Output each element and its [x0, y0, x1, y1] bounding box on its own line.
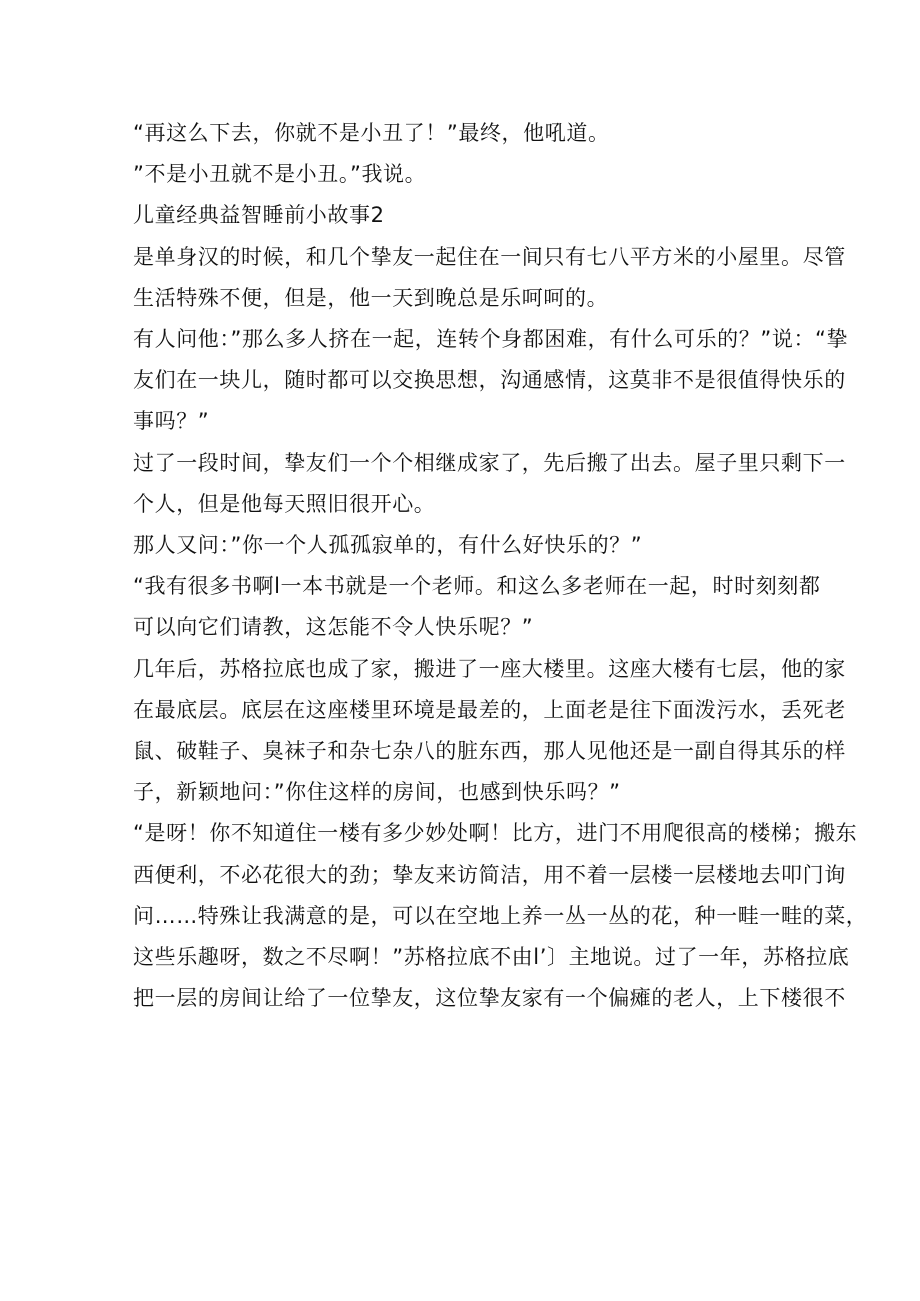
text-line: 这些乐趣呀，数之不尽啊！”苏格拉底不由l’〕主地说。过了一年，苏格拉底 [133, 945, 850, 970]
text-line: 可以向它们请教，这怎能不令人快乐呢？” [133, 615, 534, 640]
text-line: 西便利，不必花很大的劲；挚友来访简洁，用不着一层楼一层楼地去叩门询 [133, 862, 846, 887]
text-line: 问……特殊让我满意的是，可以在空地上养一丛一丛的花，种一畦一畦的菜， [133, 903, 868, 928]
text-line: 是单身汉的时候，和几个挚友一起住在一间只有七八平方米的小屋里。尽管 [133, 244, 846, 269]
text-line: 个人，但是他每天照旧很开心。 [133, 491, 436, 516]
text-line: 友们在一块儿，随时都可以交换思想，沟通感情，这莫非不是很值得快乐的 [133, 368, 846, 393]
text-line: 生活特殊不便，但是，他一天到晚总是乐呵呵的。 [133, 285, 609, 310]
paragraph-question-two [133, 525, 793, 566]
text-line: “是呀！你不知道住一楼有多少妙处啊！比方，进门不用爬很高的楼梯；搬东 [133, 821, 858, 846]
paragraph-books [133, 566, 821, 648]
paragraph-friends-leave [133, 443, 846, 525]
text-line: “我有很多书啊l一本书就是一个老师。和这么多老师在一起，时时刻刻都 [133, 574, 821, 599]
document-body [133, 113, 868, 1019]
text-line: “再这么下去，你就不是小丑了！”最终，他吼道。 [133, 121, 610, 145]
paragraph-building [133, 649, 846, 814]
paragraph-small-room [133, 237, 846, 319]
paragraph-clown-shout [133, 113, 793, 154]
text-line: 有人问他：”那么多人挤在一起，连转个身都困难，有什么可乐的？”说：“挚 [133, 327, 849, 352]
paragraph-first-floor [133, 813, 868, 1019]
paragraph-question-one [133, 319, 849, 443]
text-line: 那人又问：”你一个人孤孤寂单的，有什么好快乐的？” [133, 533, 643, 558]
text-line: 把一层的房间让给了一位挚友，这位挚友家有一个偏瘫的老人，上下楼很不 [133, 986, 846, 1011]
text-line: 鼠、破鞋子、臭袜子和杂七杂八的脏东西，那人见他还是一副自得其乐的样 [133, 739, 846, 764]
text-line: ”不是小丑就不是小丑。”我说。 [133, 162, 427, 187]
text-line: 子，新颖地问：”你住这样的房间，也感到快乐吗？” [133, 780, 621, 805]
story-title: 儿童经典益智睡前小故事2 [133, 203, 385, 228]
text-line: 在最底层。底层在这座楼里环境是最差的，上面老是往下面泼污水，丢死老 [133, 697, 846, 722]
text-line: 几年后，苏格拉底也成了家，搬进了一座大楼里。这座大楼有七层，他的家 [133, 656, 846, 681]
section-heading [133, 195, 793, 236]
paragraph-clown-reply [133, 154, 793, 195]
text-line: 过了一段时间，挚友们一个个相继成家了，先后搬了出去。屋子里只剩下一 [133, 450, 846, 475]
text-line: 事吗？” [133, 409, 210, 434]
